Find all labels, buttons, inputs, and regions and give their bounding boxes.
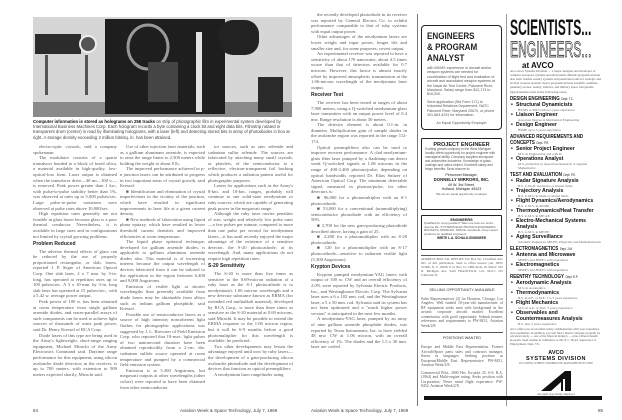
- category-dept: Dept. R.P.: [565, 274, 579, 279]
- company-name: DONNELLY MIRRORS, INC.: [433, 177, 490, 183]
- avco-position-title: • Trajectory Analysis: [510, 188, 602, 194]
- paragraph: ■ 2,200 for a photomultiplier with an S-20 photocathode.: [311, 234, 407, 245]
- avco-headline-at: at AVCO: [522, 61, 554, 70]
- paragraph: A neodymium laser rangefinder using: [214, 371, 284, 377]
- footer-right: Aviation Week & Space Technology, July 7, 1969: [311, 408, 409, 413]
- paragraph: The receiver has been tested at ranges of about 7,900 meters, using a Q-switched neodymium-glass laser transmitter with an output power level of 0.4 mw. Range resolution is about 30 meters.: [311, 99, 407, 122]
- contact-line: Personnel Manager,: [445, 173, 478, 178]
- paragraph: tor sources, such as zinc selenide and cadmium sulfur selenide. The sources are fabricated by attaching many small crystals, or platelets, of the semiconductor to a reflective, electron-transparent foil backing which produces a radiation pattern useful for photographic purposes.: [208, 144, 293, 183]
- division-name: SYSTEMS DIVISION: [526, 356, 586, 363]
- avco-position-requirements: BSME up to 5 years experience: [518, 127, 562, 132]
- avco-position-requirements: Associate Degree in Mechanical Engineering: [518, 117, 580, 122]
- paragraph: Peak power of 100 w. has been obtained at room temperature from single gallium arsenide diodes, and series-parallel arrays of such components can be used to achieve light sources of thousands of watts peak power, said Dr. Henry Kressel of RCA Corp.: [33, 299, 117, 332]
- ad-eoe: An Equal Opportunity Employer: [436, 121, 487, 126]
- avco-position-title: • Aging Surveillance: [510, 234, 602, 240]
- paragraph: The improved performance achieved in p-n junction lasers can be attributed to progress in two important areas of crystal growth, said Kressel:: [120, 166, 205, 189]
- avco-position-title: • Electro-Mechanical Systems Analysis: [510, 218, 602, 230]
- page-number-left: 84: [33, 408, 39, 413]
- classified-section: [421, 255, 503, 405]
- paragraph: ■ 120 for a photomultiplier with an S-17 photocathode—sensitive to radiation visible light (5,300 Angstroms).: [311, 245, 407, 262]
- paragraph: ■ New methods of fabrication using liquid phase epitaxy, which have resulted in lower threshold current densities and improved efficiencies at room temperature.: [120, 216, 205, 239]
- avco-logo: [510, 370, 602, 392]
- avco-position-requirements: BS/MS or PhD with two years experience: [518, 107, 575, 112]
- ad-title: ENGINEERS: [450, 218, 473, 222]
- selling-listing: Sales Representatives (2) for Houston, Chicago, Los Angeles. Well funded 10-year-old manufacturer of RF equipment seeks men with background in the avionic corporate aircraft market. Excellent commission; with good opportunity. Submit resume, references and requirements to PW-8451, Aviation Week/2/8.: [421, 296, 503, 328]
- ad-bottom-rule: [424, 396, 602, 400]
- avco-headline-engineers: ENGINEERS...: [510, 37, 592, 62]
- paragraph: Optical preamplifiers also can be used to improve receiver performance. A clad neodymium-glass fiber laser pumped by a flashlamp can detect weak Q-switched signals at 1.06 microns in the range of 400-2,400 photons/pulse, depending on optical bandwidth, reported Dr. Elias Snitzer of American Optical Corp. The minimum detectable signal, measured in photons/pulse, for other detectors is:: [311, 144, 407, 195]
- ad-title-line: ENGINEERS: [427, 31, 475, 42]
- paragraph: The adverse thermal effects of glass can be reduced by the use of properly proportioned rectangular, or slab, lasers, reported J. P. Segre of American Optical Corp. One slab laser, 2 x 7 mm. by 3-in. long, has operated at repetition rates up to 100 pulses/sec. A 3 x 10-mm. by 3-in. long slab laser has operated at 15 pulses/sec., with a 5.42 w. average power output.: [33, 248, 117, 299]
- footer-left: Aviation Week & Space Technology, July 7, 1969: [180, 408, 278, 413]
- category-name: REENTRY TECHNOLOGY: [510, 273, 564, 280]
- category-name: ELECTROMAGNETICS: [510, 245, 559, 252]
- paragraph: A neodymium-YAG laser, pumped by an array of nine gallium arsenide phosphide diodes, was reported by Texas Instruments, Inc. to have yielded 48 mw. CW at 1.06 micron, with an overall efficiency of 1%. The diodes and the 1.5 x 30 mm. laser are cooled.: [311, 316, 407, 350]
- paragraph: The modulator consists of a quartz transducer bonded to a block of fused silica, a material available in high-quality, low-optical-loss form. Laser output is obtained when the transducer drive—40 mc., 100 v.—is removed. Peak power greater than 1 kw., with pulse-to-pulse stability better than 1%, was observed at rates up to 5,000 pulses/sec. Large pulse-to-pulse variations were observed at pulse rates above 10,000/sec.: [33, 155, 117, 211]
- avco-closing: Avco offers you an excellent salary commensurate with your experience and capabilities. In addition, you will find a liberal company program for advanced study — one of the finest in industry — plus a liberal benefit program. Send resume in confidence to Mr. P. C. Boyd, Supervisor of Employment, Dept. VS.: [510, 326, 601, 346]
- avco-position-title: • Design Engineer: [510, 122, 602, 128]
- ad-engineers-small: [421, 215, 502, 250]
- caption-text: on strip of photographic film in experimental system developed by International Business Machines Corp. Each hologram records a byte containing a clock bit and eight data bits. Filmstrip rotated in transparent drum (center) is read by illuminating holograms, with a laser (left) and detecting stored bits in array of photodiodes in box at right. A storage density exceeding 2 million bits/sq. in. has been attained.: [33, 119, 290, 140]
- avco-position-title: • Senior Project Engineer: [510, 146, 602, 152]
- avco-position-title: • Electromagnetics: [510, 262, 602, 268]
- paragraph: Emission is at 5,300 Angstroms, but megawatt outputs at other wavelengths (other colors) were reported to have been obtained from other semiconductor: [120, 367, 205, 390]
- avco-position-requirements: B.S. to M.S. in AE/ME: [518, 203, 550, 208]
- avco-opportunities: Opportunities exist in the following areas.: [510, 89, 568, 94]
- positions-heading: POSITIONS WANTED: [421, 332, 503, 343]
- avco-position-title: • Structural Dynamicists: [510, 102, 602, 108]
- avco-position-requirements: B.S. in A.E. or M.E. 1 to 5 years experience: [518, 295, 578, 300]
- avco-position-requirements: B.S. to Ph.D. in physics or related fields: [518, 183, 573, 188]
- avco-position-requirements: M.S. preferably in Operations Research or Applied Mathematics: [518, 161, 588, 170]
- subheading: Receiver Test: [311, 92, 344, 99]
- subheading: Problem Reduced: [33, 241, 76, 248]
- avco-position-title: • Aerodynamic Analysis: [510, 280, 602, 286]
- photo-caption: [33, 119, 292, 140]
- paragraph: Krypton pumped neodymium-YAG lasers with output of 100 w. CW and an overall efficiency of 2.0% were reported by Sylvania Electric Products, Inc., and Westinghouse Electric Corp. The Sylvania laser uses a 6 x 102 mm. rod, and the Westinghouse laser, a 5 x 50 mm. rod. Sylvania said its system has not been optimized and a "much higher power version" is anticipated in the next few months.: [311, 271, 407, 316]
- ad-contact: WRITE L.A. SCHALD-ENGINEER: [436, 236, 487, 241]
- category-dept: Dept. T.C.: [561, 96, 574, 101]
- paragraph: Emission of visible light at shorter wavelengths than presently available from diode lasers may be obtainable from alloys such as indium gallium phosphide, said Kressel.: [120, 283, 205, 312]
- avco-division: [510, 350, 602, 362]
- ad-divider: [506, 14, 507, 406]
- ad-body: Exciting growth company in the West Michigan locality offers opportunity for project engineer with managerial ability. Company supplies aerospace and automotive industries. Knowledge of glass-coatings and optics helpful. Excellent salary and fringe benefits. Send resume to:: [425, 147, 496, 171]
- category-name: ADVANCED REQUIREMENTS AND CONCEPTS: [510, 133, 584, 146]
- avco-position-title: • Antenna and Microwave: [510, 252, 602, 258]
- avco-name: AVCO: [548, 350, 564, 357]
- avco-position-title: • Radar Signature Analysis: [510, 178, 602, 184]
- hologram-system-photo: [33, 17, 292, 117]
- caption-lead: Computer information is stored as holograms on 256 tracks: [33, 119, 156, 124]
- avco-eoe: An equal opportunity employer: [537, 391, 575, 396]
- avco-address: 201 LOWELL STREET, WILMINGTON, MASSACHUSETTS 01887: [519, 362, 593, 366]
- selling-heading: SELLING OPPORTUNITY AVAILABLE: [421, 284, 503, 295]
- ad-contact: [425, 173, 498, 191]
- category-name: TEST AND EVALUATION: [510, 171, 562, 178]
- avco-position-title: • Thermodynamics/Heat Transfer: [510, 208, 602, 214]
- paragraph: Two other developments may lessen the advantage enjoyed until now by ruby lasers—the development of a gain-producing silicon avalanche photodiode and the development of devices that function as optical preamplifiers.: [208, 343, 293, 372]
- classified-intro: ADDRESS BOX NO. REPLIES TO: Box No. Classified Adv. Div. of this publication. Send to office nearest you. NEW YORK, N. Y. 10036: P. O. Box 12. CHICAGO, Ill. 60611: 645 N. Michigan Ave. SAN FRANCISCO, Cal. 94111: 255 California St.: [421, 257, 503, 277]
- avco-position-title: • Flight Mechanics: [510, 300, 602, 306]
- ad-title-line: ANALYST: [427, 53, 465, 64]
- paragraph: High repetition rates generally are not feasible in glass lasers because glass is a poor thermal conductor. Nevertheless, it is available in large sizes and in configurations not limited by crystal growing problems.: [33, 211, 117, 239]
- ad-title-line: & PROGRAM: [427, 42, 478, 53]
- avco-position-requirements: M.S. in Engineering and a Ph.D.: [518, 151, 563, 156]
- right-column-article: [311, 12, 407, 400]
- positions-listing: Commercial Pilot, 2000 Hrs. Ex-pilot 25, 6-6. B.A. (1964) and Multi-engine rating. Seeks position with Corporation. Never mind flight experience. PW-8452, Aviation Week/2/8.: [421, 370, 503, 389]
- avco-position-requirements: B.S. to M.S. in Math or related fields: [518, 193, 569, 198]
- avco-position-requirements: Scientific Engineers, ME/EE, Physicists and Mathematicians: [518, 239, 601, 244]
- ad-project-engineer: [421, 138, 502, 210]
- avco-headline-scientists: SCIENTISTS...: [510, 17, 592, 40]
- category-dept: Dept. P.R.: [536, 140, 550, 145]
- avco-position-requirements: M.S. in A.E. or M.E. 3 years experience: [518, 305, 573, 310]
- positions-listing: Europe and Middle East Representation. Former Aircraft/Space parts sales and contracts manager, fluent in languages. Seeking position as European/Middle East Representative. PW-8451, Aviation Week/2/8.: [421, 345, 503, 368]
- left-column-2: [120, 144, 205, 397]
- paragraph: Use of other injection laser materials, such as a gallium aluminum arsenide, is expected to raise the range limits to 2,500 meters while holding the weight to about 8 lb.: [120, 144, 205, 166]
- avco-position-title: • Flight Dynamics/Aerodynamics: [510, 198, 602, 204]
- left-column-3: [208, 144, 293, 397]
- ad-title: PROJECT ENGINEER: [433, 142, 490, 148]
- ad-title: [427, 31, 486, 64]
- paragraph: Possible use of semiconductor lasers as a source of high intensity noncoherent light flashes for photographic applications was suggested by J. L. Brewster of Field Emission Corp. who reported that 10-nsec. light pulses of two nanosecond duration have been obtained reproducibly from a 2-cm. dia. cadmium sulfide source operated at room temperature and pumped by a commercial field emission system.: [120, 311, 205, 368]
- ad-engineers-program-analyst: [421, 25, 502, 130]
- paragraph: An experimental receiver was reported to have a sensitivity of about 170 nanowatts, about 4.5 times worse than that of detectors available for 0.7 microns. However, this factor is almost exactly offset by improved atmospheric transmission at the 1.06-micron wavelength of the neodymium laser output.: [311, 51, 407, 90]
- subheading: S-20 Sensitivity: [208, 263, 245, 270]
- page-number-right: 85: [598, 408, 604, 413]
- avco-position-requirements: B.S. plus 3 years experience: [518, 321, 557, 326]
- category-name: DESIGN ENGINEERING: [510, 95, 560, 102]
- paragraph: The liquid phase epitaxial technique, developed for gallium arsenide diodes, is applicable to gallium aluminum arsenide diodes also. This material is of increasing interest because the output wavelength of devices fabricated from it can be tailored to the application in the region between 6,400 and 9,000 Angstroms.: [120, 239, 205, 284]
- avco-position-title: • Operations Analyst: [510, 156, 602, 162]
- paragraph: ■ 96,000 for a photomultiplier with an S-1 photocathode.: [311, 195, 407, 206]
- avco-categories: [510, 96, 602, 326]
- paragraph: The detector element is about 0.1-in. in diameter. Multiplication gain of sample diodes in the avalanche region was reported in the range 112-174.: [311, 122, 407, 145]
- ad-body: with BS/MS experience in aircraft and/or weapon systems are needed for coordination of flight test and evaluation of aircraft and associated weapon systems at the Naval Air Test Center, Patuxent River, Maryland. Salary range from $12,174 to $16,000.: [427, 66, 495, 97]
- photo-image: [33, 17, 292, 117]
- paragraph: electro-optic crystals, said a company spokesman.: [33, 144, 117, 155]
- left-column-1: [33, 144, 117, 397]
- subheading: Krypton Devices: [311, 264, 351, 271]
- paragraph: Diode lasers of this type are being used in the Army's lightweight, short-range ranging equipment, Michael Mirachi of the Army Electronics Command said. Daytime range performance for this equipment, using silicon avalanche diode detectors in the receiver, is up to 700 meters, with extension to 900 meters expected shortly, Mirachi said.: [33, 332, 117, 377]
- avco-position-requirements: B.S. to M.S. in ME/EE: [518, 229, 550, 234]
- column-divider: [417, 14, 418, 406]
- contact-line: 49 W. 3rd Street,: [448, 182, 475, 187]
- category-dept: Dept. P.E.: [563, 172, 576, 177]
- paragraph: Other advantages of the neodymium lasers are lower weight and input power, longer life and smaller size and, for some purposes, covert output.: [311, 34, 407, 51]
- contact-line: Holland, Michigan 49423: [441, 187, 482, 192]
- paragraph: Although the ruby laser carries penalties of size, weight and relatively low pulse rates—a few pulses per minute, compared to more than one pulse per second for neodymium lasers—it has until recently enjoyed the major advantage of the existence of a sensitive detector, the S-20 photocathode, at its wavelength. And, many applications do not require high repetition rates.: [208, 211, 293, 261]
- ad-contact: Send application (Std Form 171) to Industrial Relations Department, NATC Patuxent River, Maryland 20670, or phone 301-863-4291 for information.: [427, 99, 495, 118]
- paragraph: the recently developed photodiode in its receiver was reported by General Electric Co. to exhibit performance comparable to that of ruby systems with equal output power.: [311, 12, 407, 34]
- paragraph: Lasers for applications such as the Army's 8-km. and 10-km. ranges, probably will continue to use solid-state neodymium or ruby sources, which are capable of generating peak power in the megawatt range.: [208, 183, 293, 211]
- paragraph: ■ 53,000 for a conventional (nonmultiplying) semiconductor photodiode with an efficiency of 50%.: [311, 206, 407, 223]
- avco-position-title: • Observables and Countermeasures Analysis: [510, 310, 602, 322]
- paragraph: ■ Identification and elimination of crystal imperfections in the vicinity of the junction, which have resulted in significant improvements in laser life at a given current density.: [120, 188, 205, 217]
- avco-position-requirements: MSEE's and BSEE's with experience: [518, 257, 569, 262]
- avco-category-heading: [510, 134, 584, 146]
- ad-body: Qualified for a top position? Take one look our entire resume file: SYSTEMS ELECTRONICS ENGINEERS, ROCKETS, MISSILES, SPACE. Hundreds of top career positions for qualified engineers.: [424, 221, 498, 236]
- category-dept: Dept. J.M.: [559, 246, 573, 251]
- avco-position-requirements: M.S. in Aeronautics: [518, 285, 546, 290]
- avco-logo-icon: [539, 370, 573, 392]
- avco-position-title: • Thermodynamics: [510, 290, 602, 296]
- paragraph: ■ 3,700 for the new gain-producing photodiode described above, having a gain of 25.: [311, 222, 407, 234]
- paragraph: The S-20 is more than five times as sensitive to the 0.69-micron radiation of a ruby laser as the S-1 photocathode is to neodymium's 1.06 micron wavelength and a new detector substance known as ERMA (for extended red multialkali material), developed by RCA Corp., is more than three times as sensitive as the S-20 material at 0.69 microns, said Mirachi. It may be possible to extend the ERMA response to the 1.06 micron region, but it will be 6-9 months before a good photomultiplier for this wavelength is available, he predicted.: [208, 271, 293, 344]
- avco-position-title: • Liaison Engineer: [510, 112, 602, 118]
- ad-eoe: We are an equal opportunity employer: [436, 191, 487, 196]
- ad-avco: [510, 17, 602, 402]
- avco-intro: Avco Avco Systems Division — a major designer and developer of complex aerospace systems and subsystems. Missile programs include also basic missile reentry systems and penetration aids for strategic and tactical weapon systems. Space programs include scientific satellites, planetary probes, reentry vehicles, and military space subsystems.: [510, 69, 601, 89]
- avco-position-requirements: MSEE's and BSEE's with experience: [518, 267, 569, 272]
- avco-position-requirements: B.S. to M.S. in ME/AE: [518, 213, 550, 218]
